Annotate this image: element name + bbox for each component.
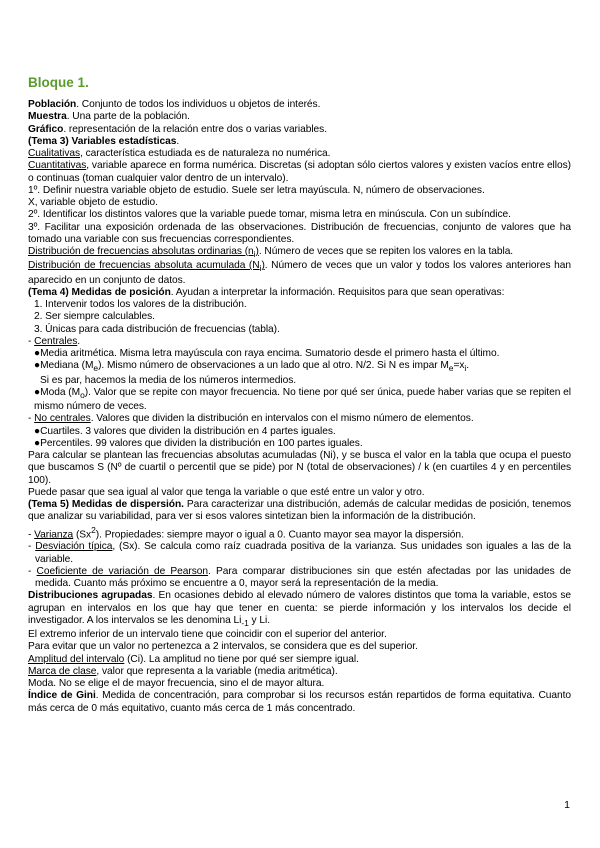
bullet-cuartiles: ●Cuartiles. 3 valores que dividen la distribución en 4 partes iguales. bbox=[34, 425, 336, 437]
section-heading-tema5 bbox=[28, 499, 571, 524]
heading: Distribuciones agrupadas bbox=[28, 590, 153, 602]
definition-poblacion bbox=[28, 99, 571, 111]
subsection-centrales: - Centrales. bbox=[28, 335, 81, 347]
definition-grafico bbox=[28, 124, 571, 136]
step-2: 2º. Identificar los distintos valores que la variable puede tomar, misma letra en minúscula. Con un subíndice. bbox=[28, 209, 511, 221]
term: Marca de clase bbox=[28, 665, 97, 677]
term: Población bbox=[28, 99, 77, 110]
term: Amplitud del intervalo bbox=[28, 653, 125, 665]
term: Varianza bbox=[34, 529, 74, 541]
paragraph-calcular: Para calcular se plantean las frecuencias absolutas acumuladas (Ni), y se busca el valor en la tabla que ocupa el puesto que buscamos S (Nº de cuartil o percentil que se pide) por N (total de observaciones) / k (en cuartiles 4 y en percentiles 100). bbox=[28, 450, 571, 486]
text: . Número de veces que se repiten los valores en la tabla. bbox=[258, 246, 514, 257]
term: Desviación típica bbox=[35, 541, 113, 553]
heading: (Tema 3) Variables estadísticas bbox=[28, 135, 177, 147]
text: . representación de la relación entre dos o varias variables. bbox=[63, 123, 327, 135]
step-1-variable: X, variable objeto de estudio. bbox=[28, 197, 158, 208]
step-3: 3º. Facilitar una exposición ordenada de las observaciones. Distribución de frecuencias, conjunto de valores que ha tomado una variable con sus frecuencias correspondientes. bbox=[28, 221, 571, 245]
definition-marca-clase: Marca de clase, valor que representa a la variable (media aritmética). bbox=[28, 665, 338, 677]
term: No centrales bbox=[34, 413, 91, 425]
term: Distribución de frecuencias absoluta acumulada $(N_i)$ bbox=[28, 260, 265, 274]
term: Cuantitativas bbox=[28, 160, 87, 172]
step-1: 1º. Definir nuestra variable objeto de estudio. Suele ser letra mayúscula. N, número de observaciones. bbox=[28, 184, 485, 196]
text: . Conjunto de todos los individuos u objetos de interés. bbox=[76, 99, 321, 110]
subsection-no-centrales: - No centrales. Valores que dividen la distribución en intervalos con el mismo número de elementos. bbox=[28, 413, 474, 425]
section-distribuciones-agrupadas: Distribuciones agrupadas. En ocasiones debido al elevado número de valores distintos que toma la variable, estos se agrupan en intervalos en los que hay que tener en cuenta: se pierde información y los intervalos los decide el investigador. A los intervalos se les denomina $Li_{-1}$ y Li. bbox=[28, 590, 571, 628]
section-heading-tema4 bbox=[28, 287, 571, 299]
definition-amplitud: Amplitud del intervalo (Ci). La amplitud no tiene por qué ser siempre igual. bbox=[28, 653, 359, 665]
definition-frecuencias-acumuladas bbox=[28, 260, 571, 287]
bullet-moda: ●Moda $(M_o)$. Valor que se repite con mayor frecuencia. No tiene por qué ser única, puede haber varias que se repiten el mismo número de veces. bbox=[34, 386, 571, 413]
page-number: 1 bbox=[564, 799, 570, 811]
paragraph-evitar: Para evitar que un valor no pertenezca a 2 intervalos, se considera que es del superior. bbox=[28, 641, 418, 653]
paragraph-extremo: El extremo inferior de un intervalo tiene que coincidir con el superior del anterior. bbox=[28, 629, 387, 641]
bullet-mediana: ●Mediana $(M_e)$. Mismo número de observaciones a un lado que al otro. N/2. Si N es impar $M_e=x_i$. bbox=[34, 360, 470, 374]
text: Para caracterizar una distribución, además de calcular medidas de posición, tenemos que analizar su variabilidad, para ver si esos valores sintetizan bien la información de la distribución. bbox=[28, 499, 572, 523]
paragraph-puede-pasar: Puede pasar que sea igual al valor que tenga la variable o que esté entre un valor y otro. bbox=[28, 486, 425, 498]
heading: (Tema 4) Medidas de posición bbox=[28, 286, 171, 298]
mediana-note: Si es par, hacemos la media de los números intermedios. bbox=[40, 374, 297, 386]
text: , variable aparece en forma numérica. Discretas (si adoptan sólo ciertos valores y existen vacíos entre ellos) o continuas (toman cualquier valor dentro de un intervalo). bbox=[28, 160, 571, 184]
definition-muestra bbox=[28, 111, 571, 123]
text: , característica estudiada es de naturaleza no numérica. bbox=[80, 148, 331, 159]
text: . Número de veces que un valor y todos los valores anteriores han aparecido en un conjunto de datos. bbox=[28, 260, 571, 286]
term: Cualitativas bbox=[28, 148, 81, 159]
term: Muestra bbox=[28, 111, 67, 123]
section-heading-tema3 bbox=[28, 136, 571, 148]
term: Coeficiente de variación de Pearson bbox=[36, 565, 209, 577]
bullet-media: ●Media aritmética. Misma letra mayúscula con raya encima. Sumatorio desde el primero hasta el último. bbox=[34, 348, 500, 360]
text: . Una parte de la población. bbox=[66, 111, 190, 123]
text: . Ayudan a interpretar la información. Requisitos para que sean operativas: bbox=[170, 286, 505, 298]
paragraph-moda-agrupada: Moda. No se elige el de mayor frecuencia, sino el de mayor altura. bbox=[28, 678, 325, 690]
definition-frecuencias-ordinarias bbox=[28, 246, 571, 260]
definition-cualitativas bbox=[28, 148, 571, 160]
definition-cuantitativas bbox=[28, 160, 571, 185]
heading: Índice de Gini bbox=[28, 690, 96, 702]
term: Distribución de frecuencias absolutas ordinarias $(n_i)$ bbox=[28, 246, 259, 260]
item-varianza: - Varianza (Sx$^2$). Propiedades: siempre mayor o igual a 0. Cuanto mayor sea mayor la dispersión. bbox=[28, 524, 464, 541]
page-title: Bloque 1. bbox=[28, 75, 89, 90]
requirement-1: 1. Intervenir todos los valores de la distribución. bbox=[34, 299, 247, 311]
text: . bbox=[176, 135, 180, 147]
item-desviacion: - Desviación típica, (Sx). Se calcula como raíz cuadrada positiva de la varianza. Sus unidades son iguales a las de la variable. bbox=[28, 541, 571, 565]
requirement-2: 2. Ser siempre calculables. bbox=[34, 311, 155, 323]
item-pearson: - Coeficiente de variación de Pearson. Para comparar distribuciones sin que estén afectadas por las unidades de medida. Cuanto más próximo se encuentre a 0, mayor será la representación de la media. bbox=[28, 565, 572, 590]
heading: (Tema 5) Medidas de dispersión. bbox=[28, 499, 184, 511]
requirement-3: 3. Únicas para cada distribución de frecuencias (tabla). bbox=[34, 323, 280, 335]
term: Centrales bbox=[34, 335, 78, 347]
section-indice-gini: Índice de Gini. Medida de concentración, para comprobar si los recursos están repartidos de forma equitativa. Cuanto más cerca de 0 más equitativo, cuanto más cerca de 1 más concentrado. bbox=[28, 690, 571, 714]
notes-body bbox=[28, 99, 571, 715]
bullet-percentiles: ●Percentiles. 99 valores que dividen la distribución en 100 partes iguales. bbox=[34, 437, 363, 449]
term: Gráfico bbox=[28, 123, 64, 135]
